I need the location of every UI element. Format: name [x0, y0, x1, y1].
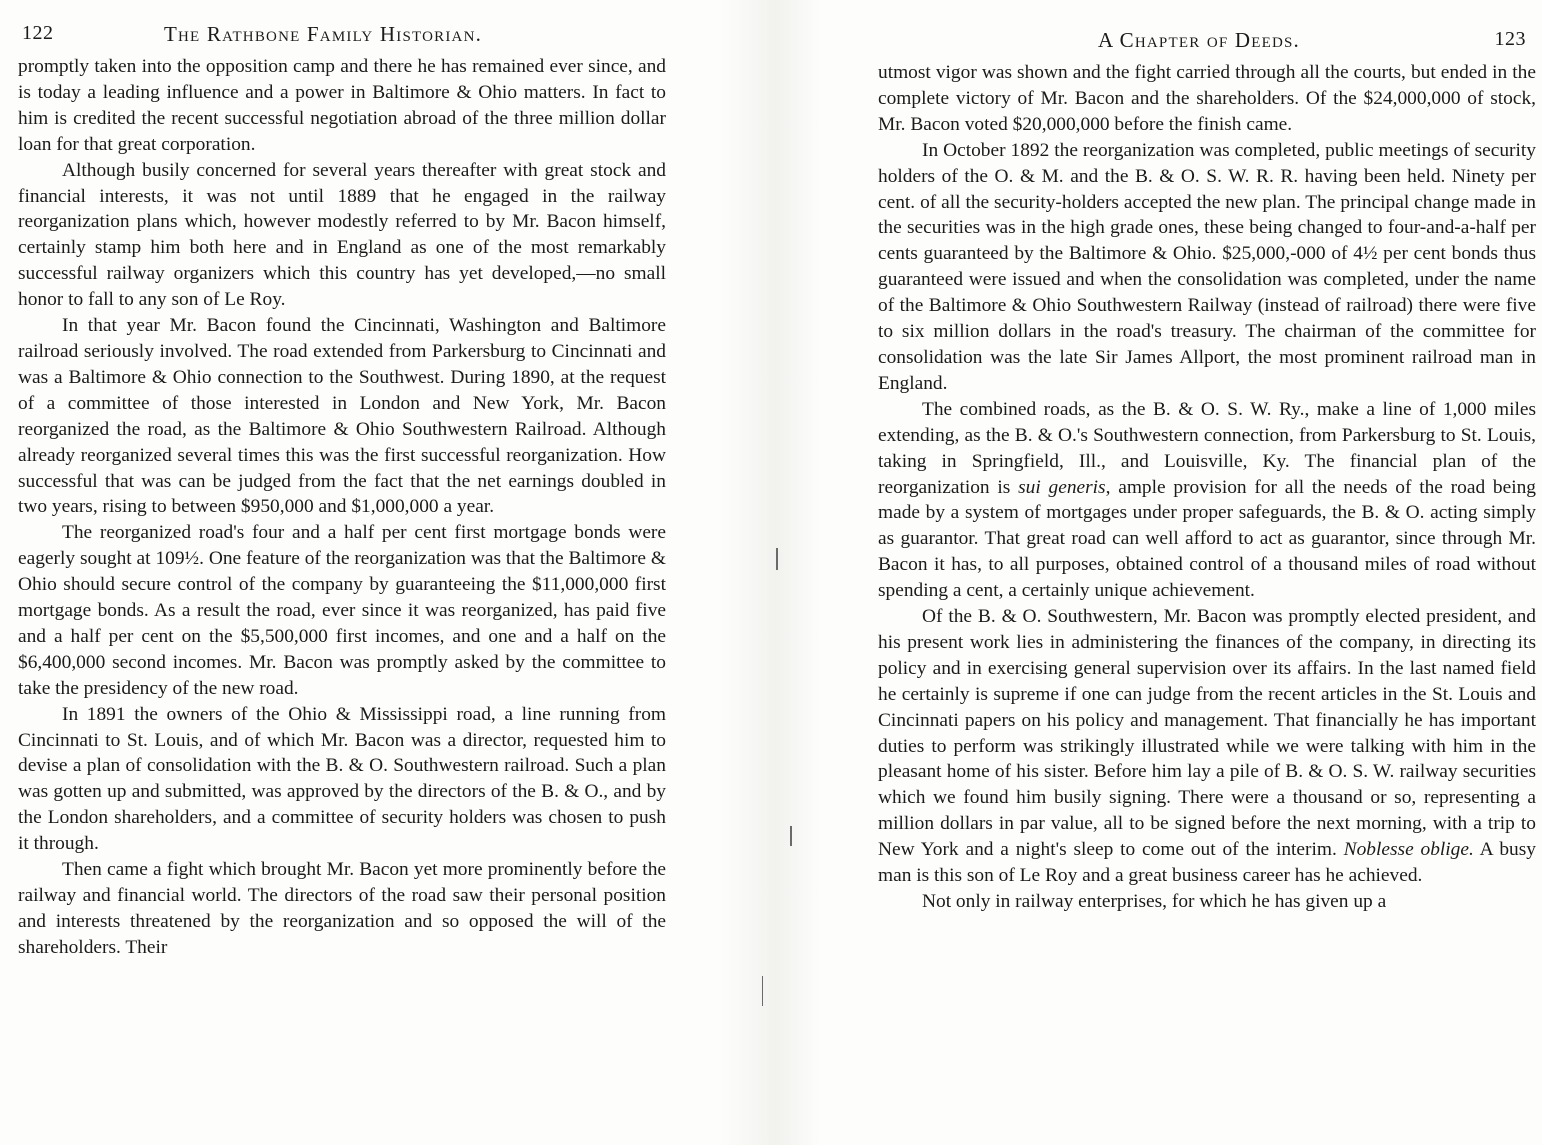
left-running-head: [18, 22, 666, 54]
book-gutter: [720, 0, 820, 1145]
left-paragraph-1: promptly taken into the opposition camp and there he has remained ever since, and is today a leading influence and a power in Baltimore & Ohio matters. In fact to him is credited the recent successful negotiation abroad of the three million dollar loan for that great corporation.: [18, 56, 666, 155]
gutter-speck: [790, 826, 792, 846]
sui-generis-phrase: sui generis: [1018, 476, 1106, 498]
right-paragraph-2: In October 1892 the reorganization was completed, public meetings of security holders of the O. & M. and the B. & O. S. W. R. R. having been held. Ninety per cent. of all the security-holders accepted the new plan. The principal change made in the securities was in the high grade ones, these being changed to four-and-a-half per cents guaranteed by the Baltimore & Ohio. $25,000,-000 of 4½ per cent bonds thus guaranteed were issued and when the consolidation was completed, under the name of the Baltimore & Ohio Southwestern Railway (instead of railroad) there were five to six million dollars in the road's treasury. The chairman of the committee for consolidation was the late Sir James Allport, the most prominent railroad man in England.: [878, 139, 1536, 394]
right-paragraph-5: Not only in railway enterprises, for which he has given up a: [922, 891, 1387, 912]
left-paragraph-5: In 1891 the owners of the Ohio & Mississippi road, a line running from Cincinnati to St. Louis, and of which Mr. Bacon was a director, requested him to devise a plan of consolidation with the B. & O. Southwestern railroad. Such a plan was gotten up and submitted, was approved by the directors of the B. & O., and by the London shareholders, and a committee of security holders was chosen to push it through.: [18, 703, 666, 855]
left-running-title: The Rathbone Family Historian.: [164, 22, 483, 46]
gutter-speck: [762, 976, 763, 1006]
right-paragraph-3-rest: , ample provision for all the needs of the road being made by a system of mortgages under proper safeguards, the B. & O. acting simply as guarantor. That great road can well afford to act as guarantor, since through Mr. Bacon it has, to all purposes, obtained control of a thousand miles of road without spending a cent, a certainly unique achievement.: [878, 476, 1536, 602]
right-paragraph-4: [878, 604, 1536, 889]
right-page: [820, 0, 1542, 1145]
gutter-speck: [776, 548, 778, 570]
right-paragraph-3-lead: The combined roads, as the B. & O. S. W. Ry., make a line of 1,000 miles extending, as the B. & O.'s Southwestern connection, from Parkersburg to St. Louis, taking in Springfield, Ill., and Louisville, Ky. The financial plan of the reorganization is: [878, 398, 1536, 498]
right-paragraph-3: [878, 397, 1536, 604]
left-paragraph-4: The reorganized road's four and a half per cent first mortgage bonds were eagerly sought at 109½. One feature of the reorganization was that the Baltimore & Ohio should secure control of the company by guaranteeing the $11,000,000 first mortgage bonds. As a result the road, ever since it was reorganized, has paid five and a half per cent on the $5,500,000 first incomes, and one and a half on the $6,400,000 second incomes. Mr. Bacon was promptly asked by the committee to take the presidency of the new road.: [18, 522, 666, 699]
right-paragraph-4-lead: Of the B. & O. Southwestern, Mr. Bacon was promptly elected president, and his present work lies in administering the finances of the company, in directing its policy and in exercising general supervision over its affairs. In the last named field he certainly is supreme if one can judge from the recent articles in the St. Louis and Cincinnati papers on his policy and management. That financially he has important duties to perform was strikingly illustrated while we were talking with him in the pleasant home of his sister. Before him lay a pile of B. & O. S. W. railway securities which we found him busily signing. There were a thousand or so, representing a million dollars in par value, all to be signed before the next morning, with a trip to New York and a night's sleep to come out of the interim.: [878, 606, 1536, 861]
left-paragraph-3: In that year Mr. Bacon found the Cincinnati, Washington and Baltimore railroad seriously involved. The road extended from Parkersburg to Cincinnati and was a Baltimore & Ohio connection to the Southwest. During 1890, at the request of a committee of those interested in London and New York, Mr. Bacon reorganized the road, as the Baltimore & Ohio Southwestern Railroad. Although already reorganized several times this was the first successful reorganization. How successful that was can be judged from the fact that the net earnings doubled in two years, rising to between $950,000 and $1,000,000 a year.: [18, 315, 666, 518]
left-page: [0, 0, 720, 1145]
noblesse-oblige-phrase: Noblesse oblige.: [1343, 839, 1474, 861]
right-body-text: [878, 60, 1536, 915]
right-running-head: [878, 28, 1536, 60]
left-paragraph-6: Then came a fight which brought Mr. Bacon yet more prominently before the railway and financial world. The directors of the road saw their personal position and interests threatened by the reorganization and so opposed the will of the shareholders. Their: [18, 859, 666, 958]
left-paragraph-2: Although busily concerned for several years thereafter with great stock and financial interests, it was not until 1889 that he engaged in the railway reorganization plans which, however modestly referred to by Mr. Bacon himself, certainly stamp him both here and in England as one of the most remarkably successful railway organizers which this country has yet developed,—no small honor to fall to any son of Le Roy.: [18, 159, 666, 311]
right-page-number: 123: [1494, 28, 1526, 50]
right-paragraph-4-rest: A busy man is this son of Le Roy and a great business career has he achieved.: [878, 839, 1536, 887]
right-running-title: A Chapter of Deeds.: [1098, 28, 1300, 52]
right-paragraph-1: utmost vigor was shown and the fight carried through all the courts, but ended in the complete victory of Mr. Bacon and the shareholders. Of the $24,000,000 of stock, Mr. Bacon voted $20,000,000 before the finish came.: [878, 62, 1536, 135]
left-page-number: 122: [22, 22, 54, 44]
left-body-text: [18, 54, 666, 961]
